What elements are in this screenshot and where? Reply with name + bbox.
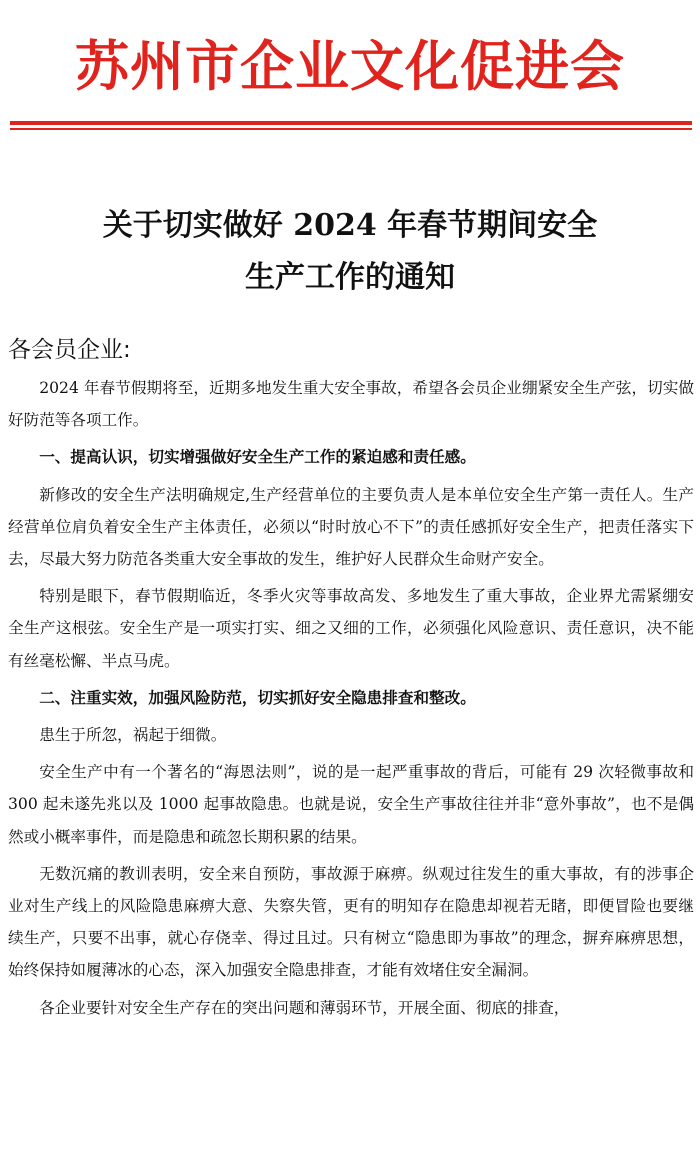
- masthead-rule-thin: [10, 128, 692, 130]
- paragraph: 安全生产中有一个著名的“海恩法则”，说的是一起严重事故的背后，可能有 29 次轻微事故和 300 起未遂先兆以及 1000 起事故隐患。也就是说，安全生产事故往往并非“意外事故”，也不是偶然或小概率事件，而是隐患和疏忽长期积累的结果。: [8, 763, 694, 846]
- notice-title-line-2: 生产工作的通知: [245, 260, 455, 295]
- section-heading-1: 一、提高认识，切实增强做好安全生产工作的紧迫感和责任感。: [39, 448, 476, 467]
- paragraph-intro: 2024 年春节假期将至，近期多地发生重大安全事故，希望各会员企业绷紧安全生产弦，切实做好防范等各项工作。: [8, 379, 694, 430]
- salutation: 各会员企业:: [8, 337, 131, 363]
- paragraph: 特别是眼下，春节假期临近，冬季火灾等事故高发、多地发生了重大事故，企业界尤需紧绷安全生产这根弦。安全生产是一项实打实、细之又细的工作，必须强化风险意识、责任意识，决不能有丝毫松懈、半点马虎。: [8, 587, 694, 670]
- organization-masthead: 苏州市企业文化促进会: [75, 34, 625, 98]
- paragraph: 患生于所忽，祸起于细微。: [39, 726, 227, 745]
- notice-body: [8, 372, 694, 1029]
- paragraph: 新修改的安全生产法明确规定,生产经营单位的主要负责人是本单位安全生产第一责任人。生产经营单位肩负着安全生产主体责任，必须以“时时放心不下”的责任感抓好安全生产，把责任落实下去，尽最大努力防范各类重大安全事故的发生，维护好人民群众生命财产安全。: [8, 485, 694, 569]
- masthead-rule-thick: [10, 121, 692, 125]
- paragraph: 各企业要针对安全生产存在的突出问题和薄弱环节，开展全面、彻底的排查，: [39, 998, 570, 1017]
- notice-title: [0, 200, 700, 304]
- section-heading-2: 二、注重实效，加强风险防范，切实抓好安全隐患排查和整改。: [39, 688, 476, 707]
- notice-title-line-1: 关于切实做好 2024 年春节期间安全: [102, 208, 598, 243]
- paragraph: 无数沉痛的教训表明，安全来自预防，事故源于麻痹。纵观过往发生的重大事故，有的涉事企业对生产线上的风险隐患麻痹大意、失察失管，更有的明知存在隐患却视若无睹，即便冒险也要继续生产，只要不出事，就心存侥幸、得过且过。只有树立“隐患即为事故”的理念，摒弃麻痹思想，始终保持如履薄冰的心态，深入加强安全隐患排查，才能有效堵住安全漏洞。: [8, 864, 694, 980]
